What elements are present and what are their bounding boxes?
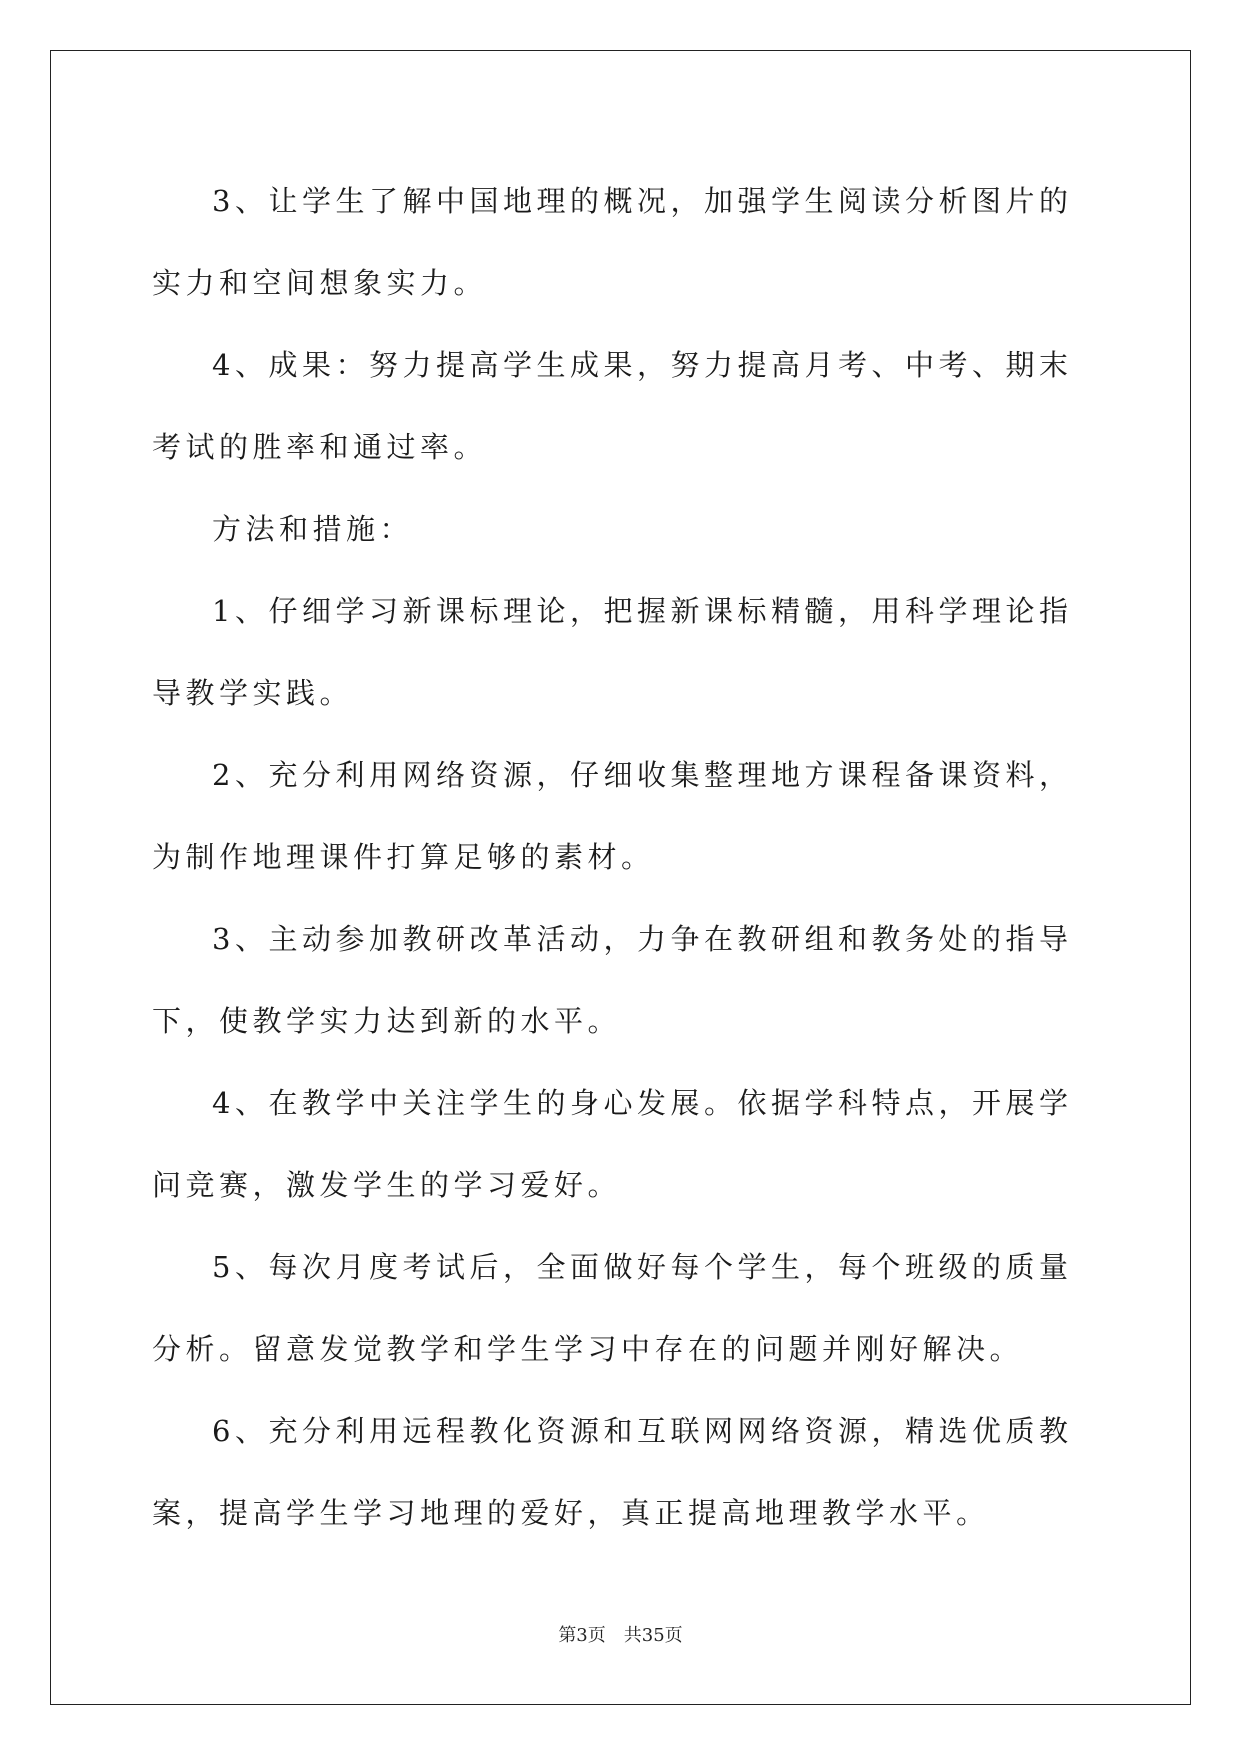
paragraph: 3、主动参加教研改革活动，力争在教研组和教务处的指导下，使教学实力达到新的水平。: [152, 922, 1073, 1038]
total-pages: 共35页: [623, 1625, 683, 1646]
paragraph: 2、充分利用网络资源，仔细收集整理地方课程备课资料，为制作地理课件打算足够的素材。: [152, 758, 1073, 874]
paragraph: 3、让学生了解中国地理的概况，加强学生阅读分析图片的实力和空间想象实力。: [152, 184, 1073, 300]
paragraph: 6、充分利用远程教化资源和互联网网络资源，精选优质教案，提高学生学习地理的爱好，真正提高地理教学水平。: [152, 1414, 1073, 1530]
document-body: [152, 160, 1092, 1554]
page-footer: [0, 1621, 1241, 1647]
paragraph: 5、每次月度考试后，全面做好每个学生，每个班级的质量分析。留意发觉教学和学生学习中存在的问题并刚好解决。: [152, 1250, 1073, 1366]
paragraph: 1、仔细学习新课标理论，把握新课标精髓，用科学理论指导教学实践。: [152, 594, 1073, 710]
paragraph: 4、成果：努力提高学生成果，努力提高月考、中考、期末考试的胜率和通过率。: [152, 348, 1073, 464]
paragraph: 4、在教学中关注学生的身心发展。依据学科特点，开展学问竞赛，激发学生的学习爱好。: [152, 1086, 1073, 1202]
page-number: 第3页: [558, 1625, 606, 1646]
section-heading: 方法和措施：: [212, 512, 414, 546]
